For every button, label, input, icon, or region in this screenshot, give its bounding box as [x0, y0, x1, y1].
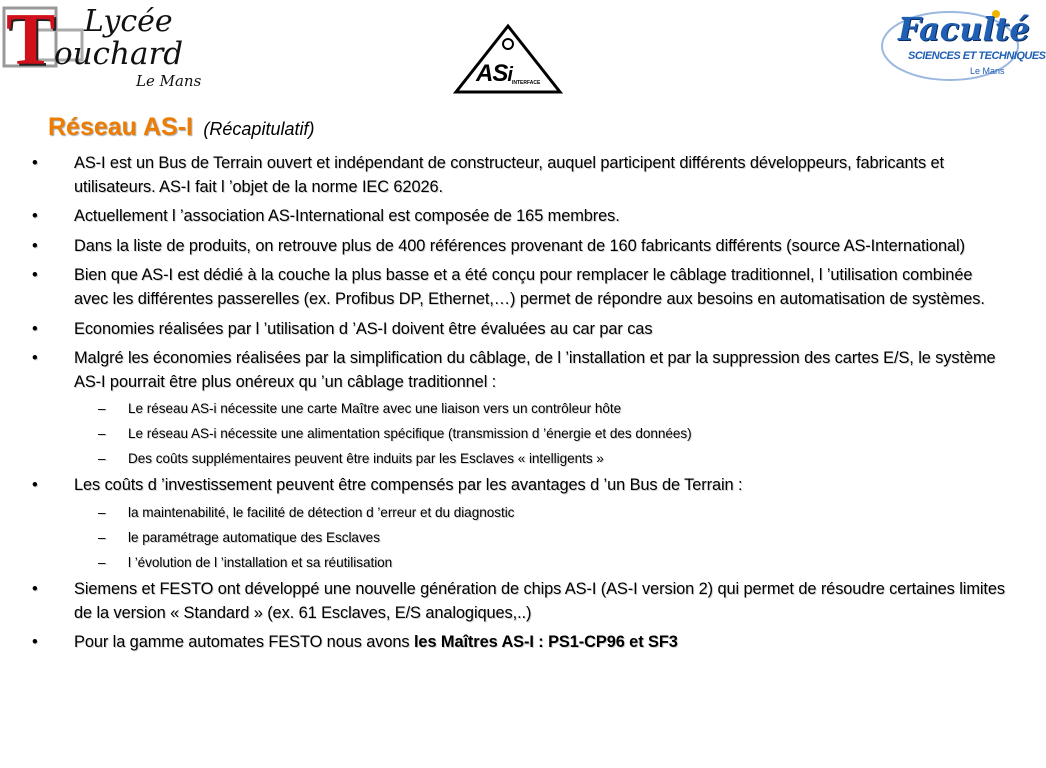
bullet-marker: •: [32, 266, 38, 285]
bullet-item: [30, 235, 1006, 259]
asi-logo-text: [476, 60, 512, 88]
asi-logo-i: i: [507, 64, 512, 86]
sub-bullet-marker: –: [98, 529, 106, 545]
sub-bullet-item: [30, 450, 1006, 468]
bullet-text: Malgré les économies réalisées par la simplification du câblage, de l ’installation et par la suppression des cartes E/S, le système AS-I pourrait être plus onéreux qu ’un câblage traditionnel :: [74, 349, 996, 391]
bullet-text: AS-I est un Bus de Terrain ouvert et indépendant de constructeur, auquel participent différents développeurs, fabricants et utilisateurs. AS-I fait l ’objet de la norme IEC 62026.: [74, 154, 945, 196]
sub-bullet-text: la maintenabilité, le facilité de détection d ’erreur et du diagnostic: [128, 504, 515, 520]
asi-logo-as: AS: [476, 60, 508, 87]
faculte-logo-line3: Le Mans: [970, 66, 1005, 76]
asi-logo-subtext: INTERFACE: [512, 80, 541, 86]
sub-bullet-marker: –: [98, 451, 106, 467]
sub-bullet-marker: –: [98, 401, 106, 417]
slide-bullet-list: [30, 152, 1006, 661]
bullet-item: [30, 631, 1006, 655]
bullet-marker: •: [32, 633, 38, 652]
sub-bullet-text: Le réseau AS-i nécessite une carte Maître avec une liaison vers un contrôleur hôte: [128, 401, 622, 417]
sub-bullet-item: [30, 529, 1006, 547]
bullet-item: [30, 152, 1006, 199]
sub-bullet-text: le paramétrage automatique des Esclaves: [128, 529, 380, 545]
sub-bullet-item: [30, 425, 1006, 443]
bullet-marker: •: [32, 319, 38, 338]
bullet-text: Dans la liste de produits, on retrouve plus de 400 références provenant de 160 fabricants différents (source AS-International): [74, 236, 965, 255]
sub-bullet-marker: –: [98, 554, 106, 570]
lycee-touchard-logo: [2, 2, 232, 92]
faculte-logo-line2: SCIENCES ET TECHNIQUES: [908, 50, 1046, 62]
sub-bullet-item: [30, 400, 1006, 418]
lycee-logo-line2: ouchard: [54, 36, 184, 72]
bullet-marker: •: [32, 236, 38, 255]
bullet-item: [30, 264, 1006, 311]
bullet-marker: •: [32, 349, 38, 368]
sub-bullet-item: [30, 504, 1006, 522]
bullet-text: Siemens et FESTO ont développé une nouvelle génération de chips AS-I (AS-I version 2) qui permet de résoudre certaines limites de la version « Standard » (ex. 61 Esclaves, E/S analogiques,..): [74, 579, 1005, 622]
sub-bullet-item: [30, 554, 1006, 572]
slide-title: [48, 113, 314, 142]
lycee-logo-line1: Lycée: [84, 4, 173, 39]
bullet-text: Bien que AS-I est dédié à la couche la plus basse et a été conçu pour remplacer le câblage traditionnel, l ’utilisation combinée avec les différentes passerelles (ex. Profibus DP, Ethernet,…) permet de répondre aux besoins en automatisation de systèmes.: [74, 266, 985, 308]
bullet-text: Pour la gamme automates FESTO nous avons: [74, 633, 414, 652]
sub-bullet-marker: –: [98, 426, 106, 442]
bullet-item: [30, 578, 1006, 625]
bullet-marker: •: [32, 154, 38, 172]
bullet-text: Les coûts d ’investissement peuvent être compensés par les avantages d ’un Bus de Terrain :: [74, 476, 743, 495]
bullet-item: [30, 205, 1006, 229]
bullet-text: Actuellement l ’association AS-International est composée de 165 membres.: [74, 207, 620, 226]
lycee-logo-letter-t: T: [6, 0, 56, 81]
bullet-item: [30, 474, 1006, 498]
bullet-text: Economies réalisées par l ’utilisation d ’AS-I doivent être évaluées au car par cas: [74, 319, 653, 338]
sub-bullet-marker: –: [98, 504, 106, 520]
bullet-item: [30, 318, 1006, 342]
bullet-marker: •: [32, 207, 38, 226]
bullet-text-bold: les Maîtres AS-I : PS1-CP96 et SF3: [413, 633, 678, 652]
bullet-marker: •: [32, 579, 38, 598]
asi-interface-logo: [452, 22, 564, 94]
faculte-logo-line1: Faculté: [898, 10, 1030, 48]
sub-bullet-text: Le réseau AS-i nécessite une alimentation spécifique (transmission d ’énergie et des données): [128, 426, 692, 442]
bullet-item: [30, 347, 1006, 394]
faculte-sciences-logo: [878, 4, 1046, 84]
slide-title-main: Réseau AS-I: [48, 113, 193, 141]
lycee-logo-line3: Le Mans: [136, 72, 202, 90]
sub-bullet-text: l ’évolution de l ’installation et sa réutilisation: [128, 554, 393, 570]
slide-title-subtitle: (Récapitulatif): [203, 119, 315, 139]
sub-bullet-text: Des coûts supplémentaires peuvent être induits par les Esclaves « intelligents »: [128, 451, 604, 467]
bullet-marker: •: [32, 476, 38, 495]
